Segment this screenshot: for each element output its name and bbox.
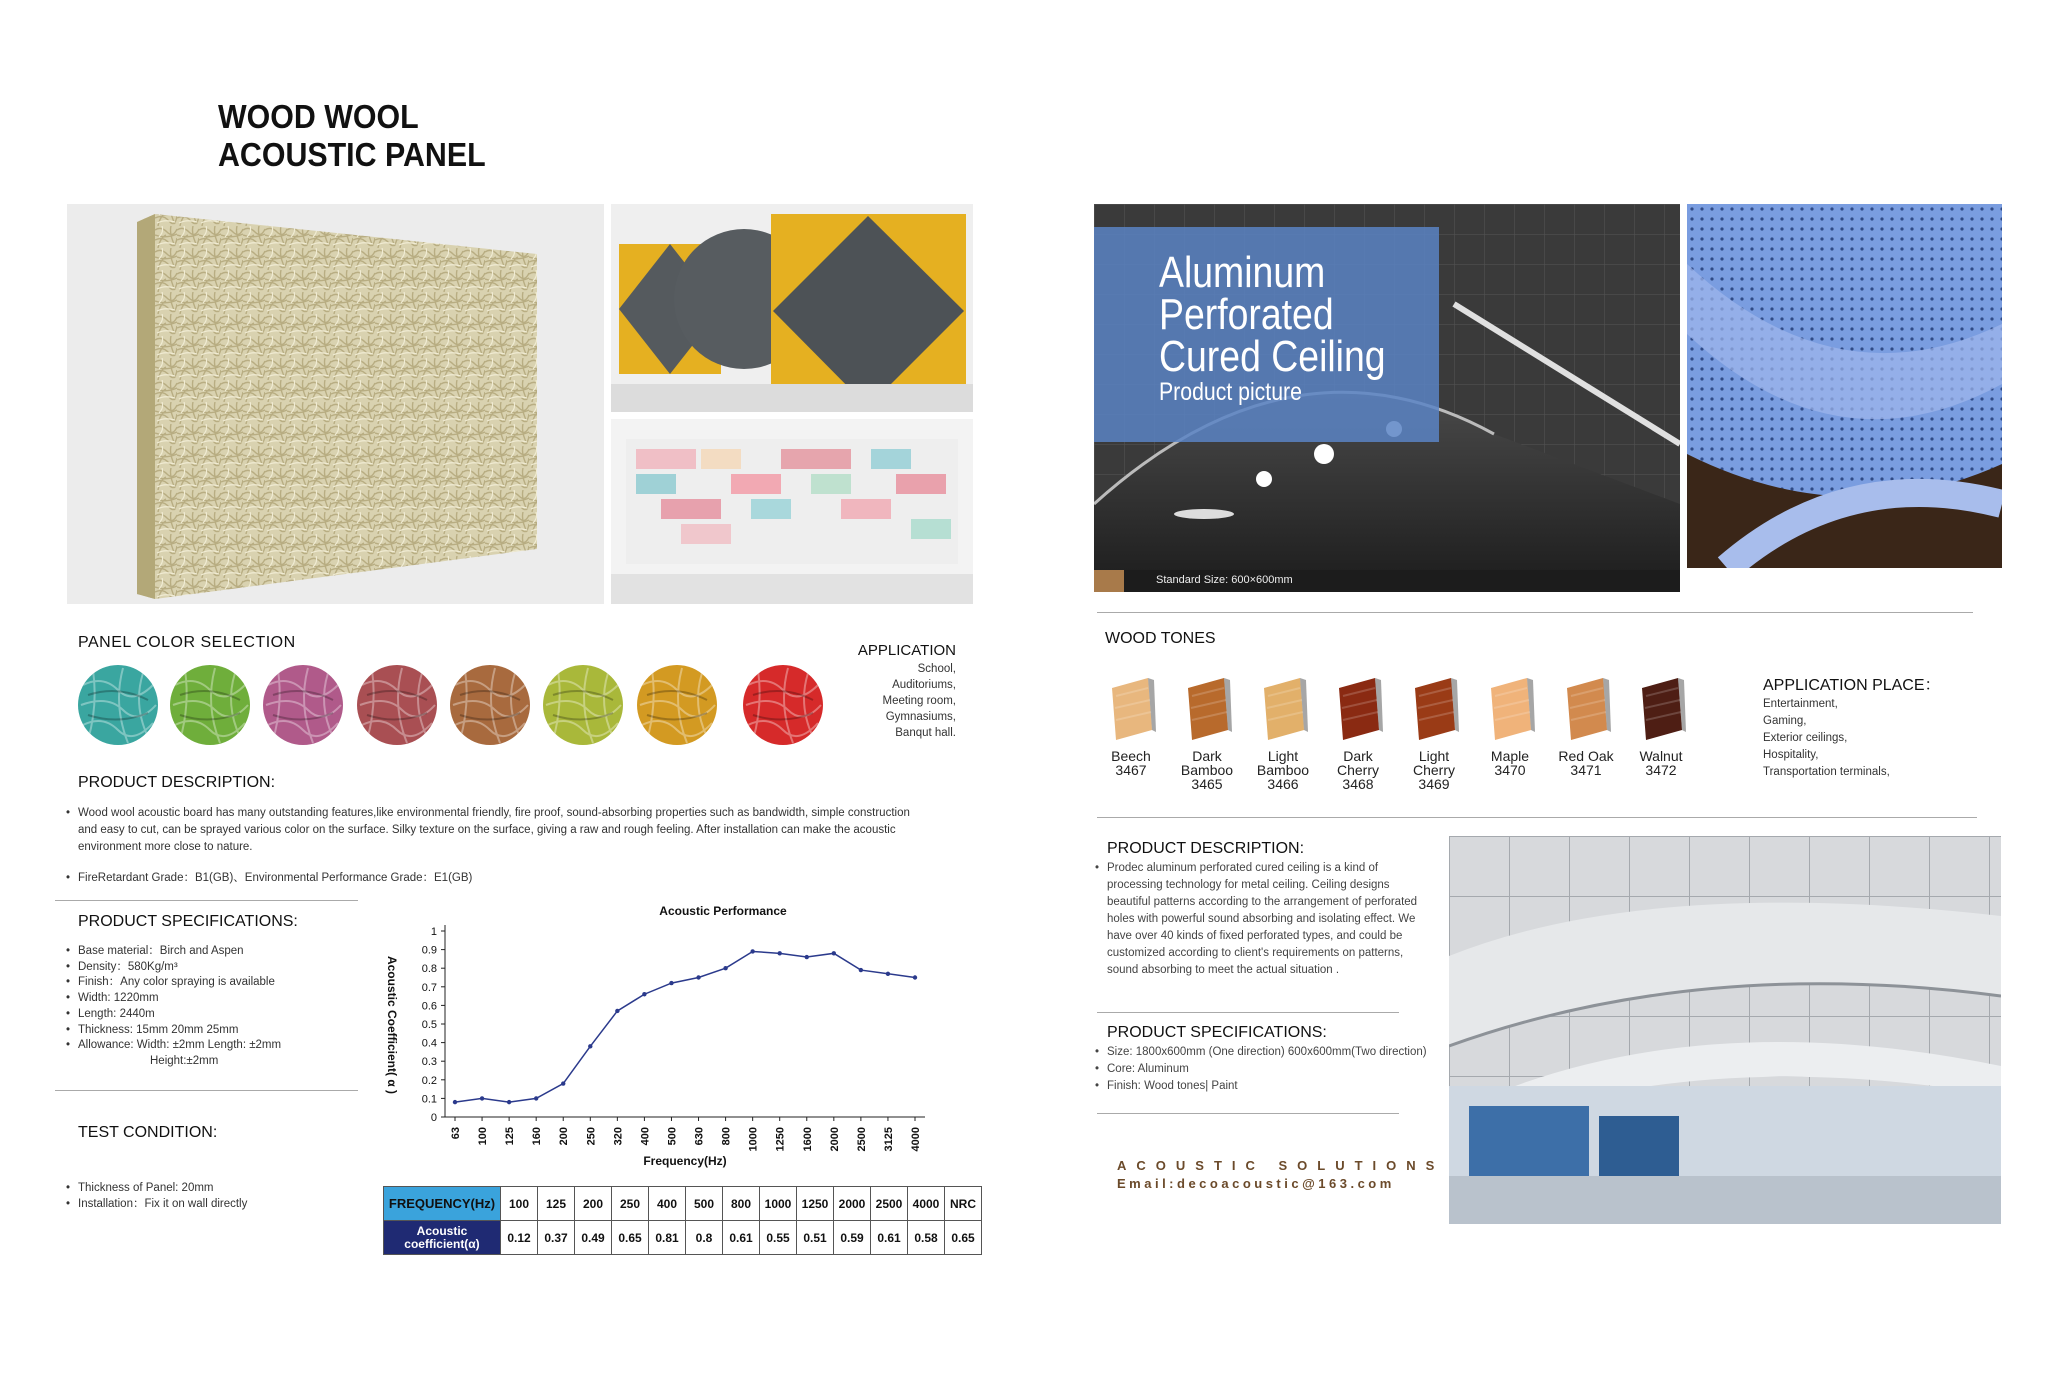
title-line-2: ACOUSTIC PANEL xyxy=(218,136,486,173)
y-tick-label: 0.8 xyxy=(421,963,437,976)
test-condition-list xyxy=(66,1180,247,1212)
coefficient-cell: 0.51 xyxy=(797,1221,834,1255)
right-product-description-heading: PRODUCT DESCRIPTION: xyxy=(1107,840,1305,857)
wood-tone-name: Dark Cherry xyxy=(1336,748,1379,778)
x-axis-label: Frequency(Hz) xyxy=(643,1154,727,1168)
application-place-heading: APPLICATION PLACE： xyxy=(1763,677,1941,694)
frequency-cell: 500 xyxy=(686,1187,723,1221)
spec-item: • Finish：Any color spraying is available xyxy=(66,975,281,991)
brand-block xyxy=(1117,1158,1444,1191)
right-spec-item: • Core: Aluminum xyxy=(1095,1061,1427,1078)
coefficient-cell: 0.12 xyxy=(501,1221,538,1255)
data-point xyxy=(859,968,863,972)
wood-tone-code: 3467 xyxy=(1115,762,1147,778)
y-tick-label: 1 xyxy=(430,926,437,938)
x-tick-label: 500 xyxy=(666,1127,679,1146)
coefficient-cell: 0.65 xyxy=(945,1221,982,1255)
x-tick-label: 4000 xyxy=(910,1127,922,1152)
coefficient-cell: 0.61 xyxy=(723,1221,760,1255)
color-swatch xyxy=(743,665,823,745)
y-tick-label: 0.6 xyxy=(421,1000,437,1013)
product-specifications-heading: PRODUCT SPECIFICATIONS: xyxy=(78,913,298,930)
divider xyxy=(1097,1113,1399,1114)
application-item: Gymnasiums, xyxy=(885,711,956,723)
frequency-cell: 400 xyxy=(649,1187,686,1221)
application-block xyxy=(820,642,956,741)
data-point xyxy=(750,949,754,953)
application-place-block xyxy=(1763,672,1983,781)
frequency-cell: NRC xyxy=(945,1187,982,1221)
wood-tone-code: 3465 xyxy=(1191,776,1223,792)
data-point xyxy=(561,1081,565,1085)
x-tick-label: 800 xyxy=(720,1127,733,1146)
x-tick-label: 250 xyxy=(585,1127,598,1146)
wood-tone-label xyxy=(1626,749,1696,777)
wood-tone-code: 3470 xyxy=(1494,762,1526,778)
wood-tone-sample xyxy=(1563,676,1623,749)
wood-tone-sample xyxy=(1335,676,1395,749)
application-place-item: Entertainment, xyxy=(1763,698,1838,710)
mosaic-wall-photo xyxy=(611,419,973,604)
frequency-row xyxy=(384,1187,982,1221)
coefficient-cell: 0.58 xyxy=(908,1221,945,1255)
y-axis-label: Acoustic Coefficient( α ) xyxy=(385,955,399,1095)
right-product-specifications-heading: PRODUCT SPECIFICATIONS: xyxy=(1107,1024,1327,1041)
spec-item: • Thickness: 15mm 20mm 25mm xyxy=(66,1023,281,1039)
coefficient-cell: 0.8 xyxy=(686,1221,723,1255)
series-line xyxy=(455,951,915,1102)
wood-tone-sample xyxy=(1260,676,1320,749)
x-tick-label: 1600 xyxy=(801,1127,814,1152)
wood-tone-label xyxy=(1323,749,1393,791)
brand-email: Email:decoacoustic@163.com xyxy=(1117,1176,1395,1191)
perforated-wave-photo xyxy=(1687,204,2002,568)
page-title xyxy=(218,98,486,174)
right-description-paragraph: • Prodec aluminum perforated cured ceiling is a kind of processing technology for metal ceiling. Ceiling designs beautiful patterns according to the arrangement of perforated holes with powerful sound absorbing and isolating effect. We have over 40 kinds of fixed perforated types, and could be customized according to client's requirements on patterns, sound absorbing to meet the actual situation . xyxy=(1095,860,1425,979)
y-tick-label: 0.1 xyxy=(421,1093,437,1106)
coefficient-cell: 0.61 xyxy=(871,1221,908,1255)
test-condition-item: • Thickness of Panel: 20mm xyxy=(66,1180,247,1196)
wood-wool-panel-photo xyxy=(67,204,604,604)
hero-title xyxy=(1159,248,1386,406)
data-point xyxy=(913,975,917,979)
wood-tone-label xyxy=(1248,749,1318,791)
standard-size-label: Standard Size: 600×600mm xyxy=(1156,574,1293,586)
height-allowance: Height:±2mm xyxy=(150,1054,219,1067)
coefficient-cell: 0.65 xyxy=(612,1221,649,1255)
data-point xyxy=(534,1096,538,1100)
wall-panel-installation-photo xyxy=(611,204,973,412)
wood-tone-sample xyxy=(1487,676,1547,749)
x-tick-label: 2000 xyxy=(828,1127,841,1152)
y-tick-label: 0.2 xyxy=(421,1074,437,1087)
frequency-cell: 2500 xyxy=(871,1187,908,1221)
wood-tone-code: 3471 xyxy=(1570,762,1602,778)
data-point xyxy=(778,951,782,955)
aluminum-ceiling-hero xyxy=(1094,204,1680,592)
specifications-list xyxy=(66,944,281,1070)
x-tick-label: 200 xyxy=(558,1127,571,1146)
title-line-1: WOOD WOOL xyxy=(218,98,419,135)
right-specifications-list xyxy=(1095,1044,1427,1095)
chart-title: Acoustic Performance xyxy=(659,904,787,918)
hero-title-line-3: Cured Ceiling xyxy=(1159,332,1386,381)
application-place-item: Gaming, xyxy=(1763,715,1807,727)
coefficient-cell: 0.81 xyxy=(649,1221,686,1255)
y-tick-label: 0.7 xyxy=(421,981,437,994)
application-heading: APPLICATION xyxy=(857,642,956,659)
divider xyxy=(1097,1012,1399,1013)
frequency-cell: 1250 xyxy=(797,1187,834,1221)
y-tick-label: 0.4 xyxy=(421,1037,437,1050)
color-swatch xyxy=(78,665,158,745)
coefficient-cell: 0.55 xyxy=(760,1221,797,1255)
coefficient-header: Acoustic coefficient(α) xyxy=(384,1221,501,1255)
x-tick-label: 3125 xyxy=(882,1127,895,1152)
divider xyxy=(1097,612,1973,613)
frequency-cell: 2000 xyxy=(834,1187,871,1221)
spec-item: • Allowance: Width: ±2mm Length: ±2mm xyxy=(66,1038,281,1054)
brand-tagline: ACOUSTIC SOLUTIONS xyxy=(1117,1158,1445,1173)
x-tick-label: 125 xyxy=(504,1127,517,1146)
wood-tone-label xyxy=(1551,749,1621,777)
wood-tone-name: Red Oak xyxy=(1558,748,1614,764)
application-item: Meeting room, xyxy=(882,695,956,707)
data-point xyxy=(507,1100,511,1104)
frequency-cell: 800 xyxy=(723,1187,760,1221)
data-point xyxy=(696,975,700,979)
x-tick-label: 63 xyxy=(450,1127,462,1140)
right-spec-item: • Size: 1800x600mm (One direction) 600x600mm(Two direction) xyxy=(1095,1044,1427,1061)
application-item: Banqut hall. xyxy=(895,727,956,739)
wood-tone-code: 3468 xyxy=(1342,776,1374,792)
wood-tone-sample xyxy=(1638,676,1698,749)
application-place-item: Hospitality, xyxy=(1763,749,1819,761)
frequency-cell: 100 xyxy=(501,1187,538,1221)
wood-tone-name: Beech xyxy=(1111,748,1151,764)
frequency-cell: 1000 xyxy=(760,1187,797,1221)
wood-tone-name: Walnut xyxy=(1639,748,1683,764)
description-paragraph: • Wood wool acoustic board has many outstanding features,like environmental friendly, fire proof, sound-absorbing properties such as bandwidth, simple construction and easy to cut, can be sprayed various color on the surface. Silky texture on the surface, giving a raw and rough feeling. After installation can make the acoustic environment more close to nature. xyxy=(66,805,926,856)
coefficient-cell: 0.37 xyxy=(538,1221,575,1255)
coefficient-row xyxy=(384,1221,982,1255)
acoustic-performance-chart xyxy=(370,895,950,1175)
frequency-cell: 125 xyxy=(538,1187,575,1221)
data-point xyxy=(669,981,673,985)
x-tick-label: 320 xyxy=(612,1127,625,1146)
data-point xyxy=(588,1044,592,1048)
right-product-description-text xyxy=(1095,860,1425,979)
application-item: School, xyxy=(917,663,956,675)
wood-tone-name: Light Bamboo xyxy=(1256,748,1310,778)
frequency-cell: 250 xyxy=(612,1187,649,1221)
wood-tone-sample xyxy=(1108,676,1168,749)
panel-color-heading: PANEL COLOR SELECTION xyxy=(78,634,296,651)
x-tick-label: 630 xyxy=(693,1127,706,1146)
hero-subtitle: Product picture xyxy=(1159,378,1302,406)
wood-tone-code: 3466 xyxy=(1267,776,1299,792)
wood-tone-label xyxy=(1096,749,1166,777)
y-tick-label: 0.5 xyxy=(421,1019,437,1031)
data-point xyxy=(805,955,809,959)
hero-title-line-2: Perforated xyxy=(1159,290,1334,339)
x-tick-label: 160 xyxy=(531,1127,544,1146)
product-description-heading: PRODUCT DESCRIPTION: xyxy=(78,774,276,791)
spec-item: • Density：580Kg/m³ xyxy=(66,960,281,976)
spec-item: • Base material：Birch and Aspen xyxy=(66,944,281,960)
y-tick-label: 0 xyxy=(430,1112,437,1124)
data-point xyxy=(453,1100,457,1104)
divider xyxy=(1097,817,1977,818)
x-tick-label: 1000 xyxy=(747,1127,760,1152)
data-point xyxy=(615,1009,619,1013)
data-point xyxy=(886,972,890,976)
wood-tone-name: Light Cherry xyxy=(1412,748,1455,778)
data-point xyxy=(832,951,836,955)
wood-tone-sample xyxy=(1184,676,1244,749)
wood-tone-sample xyxy=(1411,676,1471,749)
wood-tone-code: 3469 xyxy=(1418,776,1450,792)
divider xyxy=(55,1090,358,1091)
wood-tone-code: 3472 xyxy=(1645,762,1677,778)
grades-text xyxy=(66,870,472,886)
y-tick-label: 0.9 xyxy=(421,944,437,957)
wood-tone-name: Dark Bamboo xyxy=(1180,748,1234,778)
frequency-table xyxy=(383,1186,982,1255)
data-point xyxy=(723,966,727,970)
color-swatch xyxy=(637,665,717,745)
application-place-item: Exterior ceilings, xyxy=(1763,732,1848,744)
spec-item: • Width: 1220mm xyxy=(66,991,281,1007)
wood-tone-label xyxy=(1475,749,1545,777)
wood-tones-heading: WOOD TONES xyxy=(1105,630,1216,647)
coefficient-cell: 0.59 xyxy=(834,1221,871,1255)
x-tick-label: 2500 xyxy=(855,1127,868,1152)
test-condition-heading: TEST CONDITION: xyxy=(78,1124,218,1141)
wood-tone-label xyxy=(1172,749,1242,791)
color-swatch xyxy=(450,665,530,745)
color-swatch xyxy=(357,665,437,745)
x-tick-label: 400 xyxy=(639,1127,652,1146)
application-place-item: Transportation terminals, xyxy=(1763,766,1890,778)
x-tick-label: 100 xyxy=(477,1127,490,1146)
wood-tone-label xyxy=(1399,749,1469,791)
data-point xyxy=(642,992,646,996)
installed-ceiling-photo xyxy=(1449,836,2001,1224)
hero-title-line-1: Aluminum xyxy=(1159,248,1326,297)
grades-line: • FireRetardant Grade：B1(GB)、Environmental Performance Grade：E1(GB) xyxy=(66,870,472,886)
test-condition-item: • Installation：Fix it on wall directly xyxy=(66,1196,247,1212)
frequency-cell: 200 xyxy=(575,1187,612,1221)
x-tick-label: 1250 xyxy=(774,1127,787,1152)
wood-tone-name: Maple xyxy=(1490,748,1530,764)
y-tick-label: 0.3 xyxy=(421,1056,437,1069)
spec-item: • Length: 2440m xyxy=(66,1007,281,1023)
color-swatch xyxy=(170,665,250,745)
frequency-header: FREQUENCY(Hz) xyxy=(384,1187,501,1221)
color-swatch xyxy=(263,665,343,745)
frequency-cell: 4000 xyxy=(908,1187,945,1221)
data-point xyxy=(480,1096,484,1100)
right-spec-item: • Finish: Wood tones| Paint xyxy=(1095,1078,1427,1095)
application-item: Auditoriums, xyxy=(892,679,956,691)
divider xyxy=(55,900,358,901)
product-description-text xyxy=(66,805,926,856)
coefficient-cell: 0.49 xyxy=(575,1221,612,1255)
color-swatch xyxy=(543,665,623,745)
